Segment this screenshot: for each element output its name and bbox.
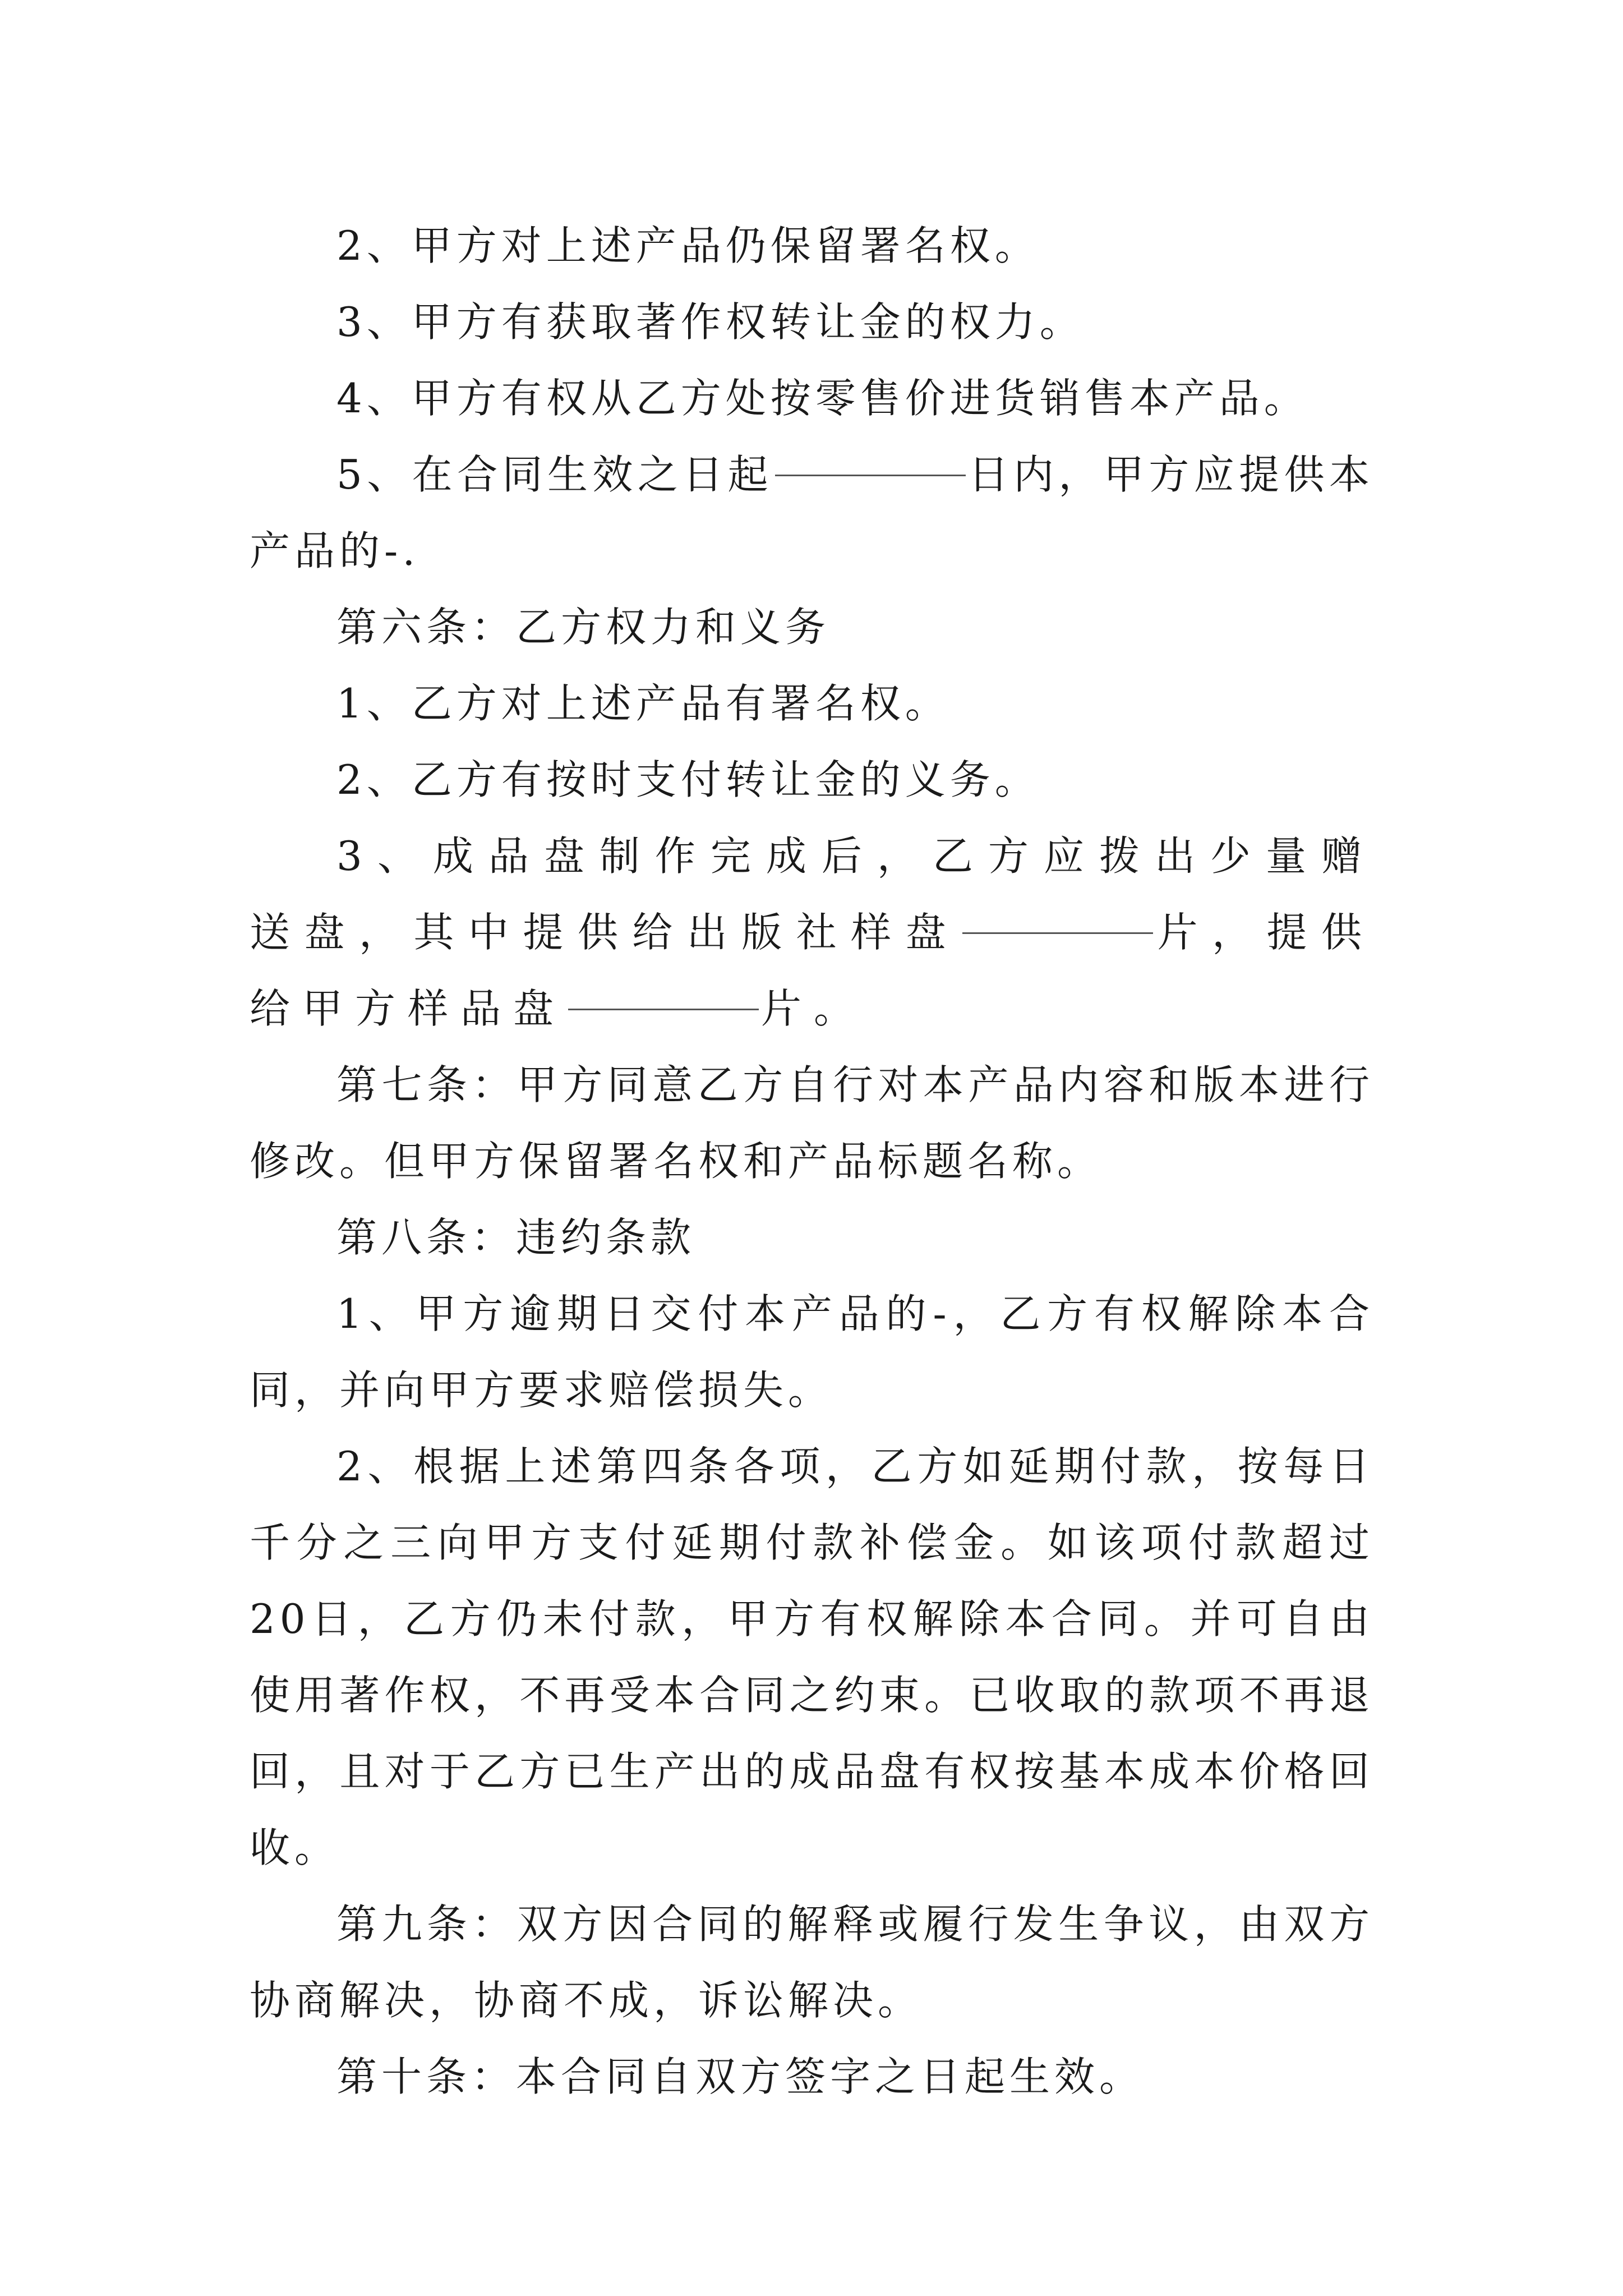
article-8-heading: 第八条：违约条款 (336, 1214, 696, 1261)
article-7: 第七条：甲方同意乙方自行对本产品内容和版本进行修改。但甲方保留署名权和产品标题名称。 (250, 1061, 1374, 1185)
clause-party-b-3-middle: 片，提供给甲方样品盘 (250, 909, 1374, 1032)
clause-party-b-2: 2、乙方有按时支付转让金的义务。 (336, 756, 1040, 803)
clause-party-a-5-end: 日内，甲方应提供本产品的-. (250, 451, 1374, 574)
clause-party-b-3-end: 片。 (761, 985, 867, 1032)
clause-party-a-5-start: 5、在合同生效之日起 (336, 451, 773, 498)
clause-party-b-3-start: 3、成品盘制作完成后，乙方应拨出少量赠送盘，其中提供给出版社样盘 (250, 832, 1374, 956)
publisher-sample-blank (962, 882, 1153, 934)
clause-party-b-1: 1、乙方对上述产品有署名权。 (336, 680, 950, 727)
breach-clause-2: 2、根据上述第四条各项，乙方如延期付款，按每日千分之三向甲方支付延期付款补偿金。如该项付款超过20日，乙方仍未付款，甲方有权解除本合同。并可自由使用著作权，不再受本合同之约束。已收取的款项不再退回，且对于乙方已生产出的成品盘有权按基本成本价格回收。 (250, 1443, 1374, 1871)
party-a-sample-blank (568, 958, 759, 1010)
article-6-heading: 第六条：乙方权力和义务 (336, 604, 831, 651)
clause-party-a-4: 4、甲方有权从乙方处按零售价进货销售本产品。 (336, 375, 1309, 422)
clause-party-b-3 (250, 818, 1374, 1047)
clause-party-a-2: 2、甲方对上述产品仍保留署名权。 (336, 222, 1040, 269)
days-blank (775, 424, 966, 476)
clause-party-a-3: 3、甲方有获取著作权转让金的权力。 (336, 298, 1085, 346)
breach-clause-1: 1、甲方逾期日交付本产品的-，乙方有权解除本合同，并向甲方要求赔偿损失。 (250, 1290, 1374, 1414)
clause-party-a-5 (250, 436, 1374, 589)
article-10: 第十条：本合同自双方签字之日起生效。 (336, 2053, 1145, 2100)
article-9: 第九条：双方因合同的解释或履行发生争议，由双方协商解决，协商不成，诉讼解决。 (250, 1901, 1374, 2024)
contract-body (250, 208, 1374, 2115)
